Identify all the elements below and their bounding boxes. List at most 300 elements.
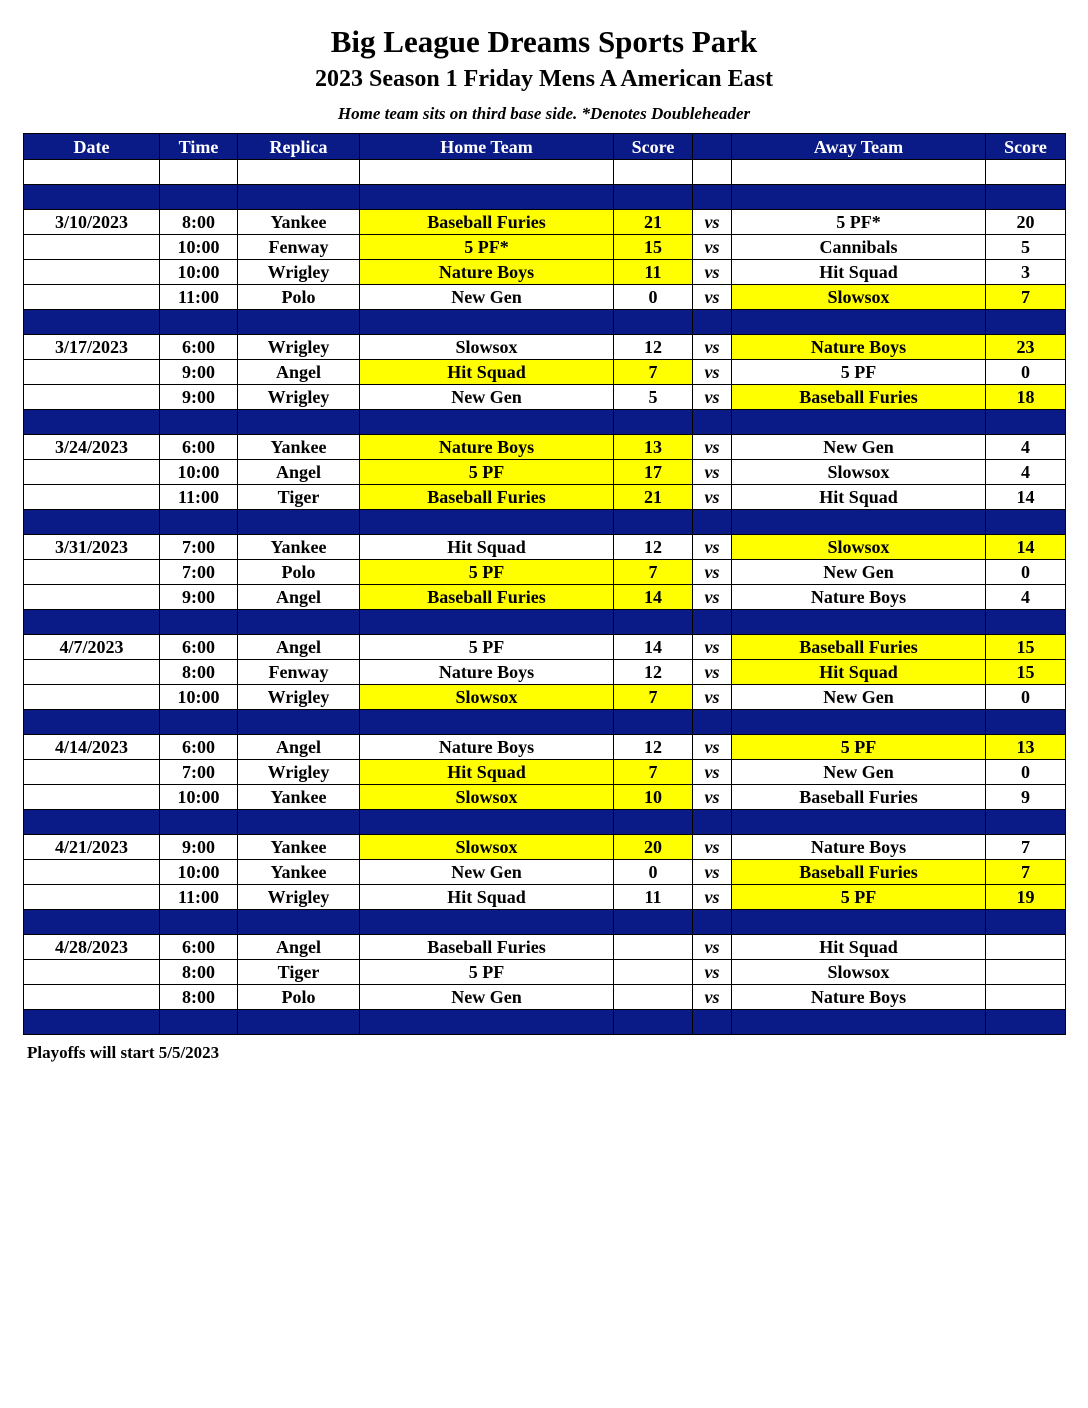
home-team-cell: Slowsox — [360, 785, 614, 810]
home-score-cell: 14 — [614, 585, 693, 610]
page-note: Home team sits on third base side. *Denotes Doubleheader — [337, 104, 751, 123]
empty-cell — [24, 160, 160, 185]
time-cell: 6:00 — [160, 435, 238, 460]
away-team-cell: Hit Squad — [732, 935, 986, 960]
home-team-cell: 5 PF — [360, 560, 614, 585]
time-cell: 9:00 — [160, 835, 238, 860]
home-team-cell: Slowsox — [360, 685, 614, 710]
empty-cell — [238, 610, 360, 635]
home-team-cell: Baseball Furies — [360, 935, 614, 960]
separator-row — [24, 510, 1066, 535]
game-row — [24, 660, 1066, 685]
away-team-cell: 5 PF — [732, 735, 986, 760]
empty-cell — [360, 710, 614, 735]
time-cell: 7:00 — [160, 760, 238, 785]
empty-cell — [732, 185, 986, 210]
away-team-cell: Nature Boys — [732, 585, 986, 610]
replica-field-cell: Angel — [238, 935, 360, 960]
replica-field-cell: Polo — [238, 285, 360, 310]
empty-cell — [160, 910, 238, 935]
column-header-date: Date — [24, 134, 160, 160]
game-row — [24, 585, 1066, 610]
away-score-cell: 0 — [986, 560, 1066, 585]
away-team-cell: Slowsox — [732, 960, 986, 985]
home-score-cell: 20 — [614, 835, 693, 860]
replica-field-cell: Yankee — [238, 210, 360, 235]
empty-cell — [238, 810, 360, 835]
empty-cell — [732, 160, 986, 185]
empty-cell — [693, 185, 732, 210]
date-cell — [24, 285, 160, 310]
replica-field-cell: Yankee — [238, 835, 360, 860]
away-score-cell: 9 — [986, 785, 1066, 810]
date-cell — [24, 860, 160, 885]
empty-cell — [160, 160, 238, 185]
home-score-cell: 0 — [614, 285, 693, 310]
game-row — [24, 535, 1066, 560]
empty-cell — [24, 810, 160, 835]
separator-row — [24, 710, 1066, 735]
date-cell — [24, 960, 160, 985]
empty-cell — [693, 160, 732, 185]
empty-cell — [732, 710, 986, 735]
date-cell — [24, 360, 160, 385]
empty-cell — [986, 510, 1066, 535]
empty-cell — [732, 410, 986, 435]
empty-cell — [614, 510, 693, 535]
home-team-cell: Baseball Furies — [360, 210, 614, 235]
column-header-home-score: Score — [614, 134, 693, 160]
vs-cell: vs — [693, 235, 732, 260]
game-row — [24, 460, 1066, 485]
time-cell: 8:00 — [160, 660, 238, 685]
home-score-cell: 0 — [614, 860, 693, 885]
home-team-cell: 5 PF — [360, 960, 614, 985]
home-score-cell: 12 — [614, 335, 693, 360]
empty-cell — [160, 710, 238, 735]
blank-row — [24, 160, 1066, 185]
empty-cell — [986, 160, 1066, 185]
away-team-cell: 5 PF* — [732, 210, 986, 235]
separator-row — [24, 1010, 1066, 1035]
away-score-cell — [986, 985, 1066, 1010]
empty-cell — [986, 610, 1066, 635]
game-row — [24, 885, 1066, 910]
vs-cell: vs — [693, 585, 732, 610]
away-score-cell: 3 — [986, 260, 1066, 285]
empty-cell — [24, 310, 160, 335]
home-team-cell: Hit Squad — [360, 360, 614, 385]
replica-field-cell: Tiger — [238, 960, 360, 985]
replica-field-cell: Fenway — [238, 235, 360, 260]
home-team-cell: New Gen — [360, 385, 614, 410]
away-team-cell: Nature Boys — [732, 985, 986, 1010]
vs-cell: vs — [693, 785, 732, 810]
vs-cell: vs — [693, 885, 732, 910]
away-team-cell: 5 PF — [732, 360, 986, 385]
empty-cell — [614, 1010, 693, 1035]
empty-cell — [24, 610, 160, 635]
date-cell: 3/24/2023 — [24, 435, 160, 460]
game-row — [24, 860, 1066, 885]
game-row — [24, 285, 1066, 310]
empty-cell — [986, 810, 1066, 835]
home-team-cell: Hit Squad — [360, 760, 614, 785]
away-score-cell: 0 — [986, 760, 1066, 785]
time-cell: 8:00 — [160, 210, 238, 235]
vs-cell: vs — [693, 685, 732, 710]
time-cell: 7:00 — [160, 560, 238, 585]
game-row — [24, 735, 1066, 760]
vs-cell: vs — [693, 960, 732, 985]
away-team-cell: Nature Boys — [732, 335, 986, 360]
empty-cell — [732, 810, 986, 835]
vs-cell: vs — [693, 435, 732, 460]
date-cell — [24, 460, 160, 485]
time-cell: 6:00 — [160, 335, 238, 360]
home-score-cell: 17 — [614, 460, 693, 485]
date-cell — [24, 685, 160, 710]
away-team-cell: Slowsox — [732, 460, 986, 485]
time-cell: 11:00 — [160, 885, 238, 910]
empty-cell — [732, 1010, 986, 1035]
vs-cell: vs — [693, 660, 732, 685]
empty-cell — [238, 910, 360, 935]
away-score-cell — [986, 960, 1066, 985]
vs-cell: vs — [693, 210, 732, 235]
away-score-cell: 18 — [986, 385, 1066, 410]
date-cell — [24, 660, 160, 685]
time-cell: 10:00 — [160, 860, 238, 885]
home-score-cell: 12 — [614, 735, 693, 760]
schedule-table — [23, 133, 1066, 1035]
home-team-cell: Hit Squad — [360, 535, 614, 560]
vs-cell: vs — [693, 985, 732, 1010]
time-cell: 9:00 — [160, 385, 238, 410]
away-score-cell: 0 — [986, 360, 1066, 385]
empty-cell — [160, 1010, 238, 1035]
replica-field-cell: Wrigley — [238, 385, 360, 410]
date-cell — [24, 485, 160, 510]
empty-cell — [238, 710, 360, 735]
away-team-cell: Baseball Furies — [732, 785, 986, 810]
replica-field-cell: Angel — [238, 635, 360, 660]
vs-cell: vs — [693, 460, 732, 485]
home-score-cell: 5 — [614, 385, 693, 410]
time-cell: 11:00 — [160, 485, 238, 510]
empty-cell — [360, 410, 614, 435]
date-cell — [24, 235, 160, 260]
time-cell: 10:00 — [160, 235, 238, 260]
date-cell — [24, 785, 160, 810]
empty-cell — [614, 310, 693, 335]
home-team-cell: New Gen — [360, 860, 614, 885]
vs-cell: vs — [693, 735, 732, 760]
date-cell: 4/7/2023 — [24, 635, 160, 660]
home-team-cell: New Gen — [360, 985, 614, 1010]
time-cell: 11:00 — [160, 285, 238, 310]
empty-cell — [24, 185, 160, 210]
replica-field-cell: Yankee — [238, 860, 360, 885]
empty-cell — [360, 185, 614, 210]
home-team-cell: Nature Boys — [360, 735, 614, 760]
home-team-cell: 5 PF — [360, 460, 614, 485]
home-team-cell: Hit Squad — [360, 885, 614, 910]
home-score-cell: 7 — [614, 360, 693, 385]
empty-cell — [160, 410, 238, 435]
away-score-cell: 15 — [986, 635, 1066, 660]
game-row — [24, 560, 1066, 585]
separator-row — [24, 185, 1066, 210]
time-cell: 8:00 — [160, 960, 238, 985]
home-score-cell: 21 — [614, 485, 693, 510]
game-row — [24, 785, 1066, 810]
away-team-cell: Baseball Furies — [732, 860, 986, 885]
empty-cell — [24, 510, 160, 535]
home-score-cell: 21 — [614, 210, 693, 235]
date-cell — [24, 385, 160, 410]
game-row — [24, 485, 1066, 510]
away-team-cell: Baseball Furies — [732, 635, 986, 660]
empty-cell — [614, 160, 693, 185]
game-row — [24, 260, 1066, 285]
date-cell — [24, 760, 160, 785]
game-row — [24, 935, 1066, 960]
vs-cell: vs — [693, 535, 732, 560]
home-score-cell: 13 — [614, 435, 693, 460]
home-score-cell: 12 — [614, 535, 693, 560]
empty-cell — [986, 910, 1066, 935]
replica-field-cell: Wrigley — [238, 885, 360, 910]
game-row — [24, 235, 1066, 260]
empty-cell — [693, 810, 732, 835]
replica-field-cell: Wrigley — [238, 760, 360, 785]
vs-cell: vs — [693, 360, 732, 385]
vs-cell: vs — [693, 485, 732, 510]
away-team-cell: New Gen — [732, 685, 986, 710]
away-team-cell: Hit Squad — [732, 485, 986, 510]
away-team-cell: Baseball Furies — [732, 385, 986, 410]
empty-cell — [160, 810, 238, 835]
empty-cell — [238, 185, 360, 210]
home-score-cell: 7 — [614, 685, 693, 710]
away-team-cell: Nature Boys — [732, 835, 986, 860]
time-cell: 8:00 — [160, 985, 238, 1010]
game-row — [24, 760, 1066, 785]
date-cell — [24, 260, 160, 285]
home-team-cell: Baseball Furies — [360, 485, 614, 510]
away-score-cell: 4 — [986, 435, 1066, 460]
away-team-cell: New Gen — [732, 435, 986, 460]
empty-cell — [24, 1010, 160, 1035]
column-header-vs — [693, 134, 732, 160]
home-score-cell: 11 — [614, 885, 693, 910]
vs-cell: vs — [693, 835, 732, 860]
vs-cell: vs — [693, 560, 732, 585]
time-cell: 6:00 — [160, 635, 238, 660]
game-row — [24, 360, 1066, 385]
date-cell: 3/17/2023 — [24, 335, 160, 360]
separator-row — [24, 310, 1066, 335]
empty-cell — [238, 510, 360, 535]
away-score-cell: 20 — [986, 210, 1066, 235]
empty-cell — [614, 185, 693, 210]
empty-cell — [732, 610, 986, 635]
away-team-cell: Cannibals — [732, 235, 986, 260]
empty-cell — [693, 310, 732, 335]
home-score-cell: 12 — [614, 660, 693, 685]
empty-cell — [986, 310, 1066, 335]
replica-field-cell: Yankee — [238, 535, 360, 560]
home-team-cell: Nature Boys — [360, 435, 614, 460]
empty-cell — [732, 310, 986, 335]
away-team-cell: New Gen — [732, 560, 986, 585]
home-team-cell: Slowsox — [360, 335, 614, 360]
home-score-cell: 14 — [614, 635, 693, 660]
empty-cell — [360, 160, 614, 185]
away-score-cell: 23 — [986, 335, 1066, 360]
column-header-replica: Replica — [238, 134, 360, 160]
game-row — [24, 385, 1066, 410]
empty-cell — [238, 1010, 360, 1035]
page-subtitle: 2023 Season 1 Friday Mens A American East — [314, 66, 773, 92]
vs-cell: vs — [693, 935, 732, 960]
empty-cell — [360, 510, 614, 535]
empty-cell — [160, 185, 238, 210]
away-score-cell: 7 — [986, 835, 1066, 860]
page-title: Big League Dreams Sports Park — [330, 24, 758, 59]
empty-cell — [693, 710, 732, 735]
home-score-cell — [614, 985, 693, 1010]
game-row — [24, 435, 1066, 460]
home-score-cell: 10 — [614, 785, 693, 810]
home-team-cell: Nature Boys — [360, 260, 614, 285]
replica-field-cell: Tiger — [238, 485, 360, 510]
vs-cell: vs — [693, 285, 732, 310]
away-score-cell — [986, 935, 1066, 960]
home-team-cell: Nature Boys — [360, 660, 614, 685]
empty-cell — [360, 1010, 614, 1035]
date-cell — [24, 560, 160, 585]
home-team-cell: Slowsox — [360, 835, 614, 860]
away-score-cell: 5 — [986, 235, 1066, 260]
time-cell: 6:00 — [160, 735, 238, 760]
time-cell: 10:00 — [160, 260, 238, 285]
schedule-body — [24, 160, 1066, 1035]
replica-field-cell: Wrigley — [238, 260, 360, 285]
empty-cell — [693, 510, 732, 535]
away-team-cell: Hit Squad — [732, 260, 986, 285]
date-cell — [24, 585, 160, 610]
empty-cell — [693, 610, 732, 635]
separator-row — [24, 610, 1066, 635]
replica-field-cell: Angel — [238, 585, 360, 610]
empty-cell — [614, 910, 693, 935]
away-team-cell: Slowsox — [732, 535, 986, 560]
replica-field-cell: Fenway — [238, 660, 360, 685]
game-row — [24, 960, 1066, 985]
replica-field-cell: Angel — [238, 360, 360, 385]
replica-field-cell: Polo — [238, 560, 360, 585]
empty-cell — [360, 910, 614, 935]
away-team-cell: Hit Squad — [732, 660, 986, 685]
game-row — [24, 210, 1066, 235]
date-cell — [24, 985, 160, 1010]
away-score-cell: 19 — [986, 885, 1066, 910]
table-header-row — [24, 134, 1066, 160]
column-header-home-team: Home Team — [360, 134, 614, 160]
time-cell: 10:00 — [160, 685, 238, 710]
vs-cell: vs — [693, 760, 732, 785]
replica-field-cell: Wrigley — [238, 335, 360, 360]
replica-field-cell: Polo — [238, 985, 360, 1010]
time-cell: 6:00 — [160, 935, 238, 960]
empty-cell — [732, 910, 986, 935]
time-cell: 7:00 — [160, 535, 238, 560]
empty-cell — [160, 510, 238, 535]
vs-cell: vs — [693, 860, 732, 885]
away-score-cell: 14 — [986, 485, 1066, 510]
separator-row — [24, 410, 1066, 435]
empty-cell — [693, 410, 732, 435]
column-header-time: Time — [160, 134, 238, 160]
empty-cell — [614, 810, 693, 835]
vs-cell: vs — [693, 385, 732, 410]
away-score-cell: 7 — [986, 285, 1066, 310]
empty-cell — [986, 410, 1066, 435]
game-row — [24, 685, 1066, 710]
playoffs-note: Playoffs will start 5/5/2023 — [27, 1043, 220, 1062]
empty-cell — [24, 710, 160, 735]
vs-cell: vs — [693, 635, 732, 660]
empty-cell — [614, 610, 693, 635]
vs-cell: vs — [693, 335, 732, 360]
date-cell: 4/14/2023 — [24, 735, 160, 760]
away-score-cell: 13 — [986, 735, 1066, 760]
home-team-cell: Baseball Furies — [360, 585, 614, 610]
time-cell: 9:00 — [160, 360, 238, 385]
game-row — [24, 985, 1066, 1010]
empty-cell — [238, 310, 360, 335]
date-cell — [24, 885, 160, 910]
empty-cell — [614, 410, 693, 435]
time-cell: 10:00 — [160, 785, 238, 810]
empty-cell — [238, 410, 360, 435]
time-cell: 9:00 — [160, 585, 238, 610]
empty-cell — [360, 610, 614, 635]
empty-cell — [160, 310, 238, 335]
time-cell: 10:00 — [160, 460, 238, 485]
empty-cell — [986, 710, 1066, 735]
empty-cell — [693, 910, 732, 935]
column-header-away-score: Score — [986, 134, 1066, 160]
away-team-cell: 5 PF — [732, 885, 986, 910]
away-score-cell: 0 — [986, 685, 1066, 710]
empty-cell — [986, 1010, 1066, 1035]
empty-cell — [693, 1010, 732, 1035]
date-cell: 4/21/2023 — [24, 835, 160, 860]
replica-field-cell: Yankee — [238, 785, 360, 810]
date-cell: 3/31/2023 — [24, 535, 160, 560]
home-score-cell — [614, 935, 693, 960]
replica-field-cell: Wrigley — [238, 685, 360, 710]
empty-cell — [986, 185, 1066, 210]
game-row — [24, 835, 1066, 860]
home-score-cell: 7 — [614, 560, 693, 585]
away-score-cell: 14 — [986, 535, 1066, 560]
home-score-cell: 11 — [614, 260, 693, 285]
empty-cell — [360, 310, 614, 335]
